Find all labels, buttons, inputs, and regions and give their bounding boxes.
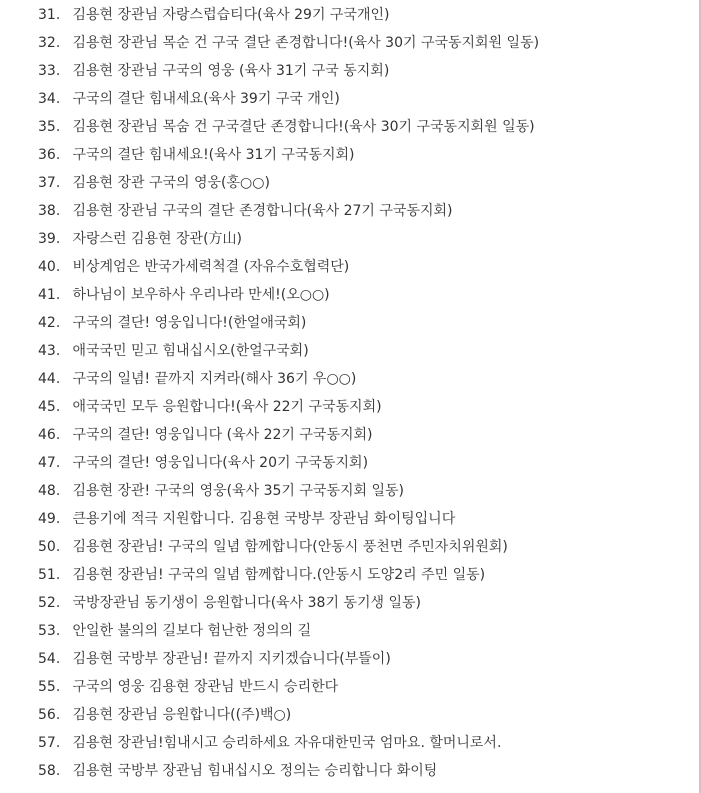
item-text: 김용현 장관님 목숨 건 구국결단 존경합니다!(육사 30기 구국동지회원 일동) [72, 119, 535, 135]
item-number: 54. [38, 651, 61, 667]
list-item [0, 169, 539, 197]
list-item [0, 673, 539, 701]
list-item [0, 729, 539, 757]
item-number: 57. [38, 735, 61, 751]
item-text: 국방장관님 동기생이 응원합니다(육사 38기 동기생 일동) [72, 595, 421, 611]
list-item [0, 113, 539, 141]
list-item [0, 505, 539, 533]
item-number: 46. [38, 427, 61, 443]
item-number: 40. [38, 259, 61, 275]
list-item [0, 477, 539, 505]
list-item [0, 1, 539, 29]
item-text: 구국의 결단! 영웅입니다(육사 20기 구국동지회) [72, 455, 369, 471]
item-text: 김용현 장관님 구국의 영웅 (육사 31기 구국 동지회) [72, 63, 390, 79]
message-list [0, 1, 539, 785]
item-number: 53. [38, 623, 61, 639]
list-item [0, 225, 539, 253]
list-item [0, 393, 539, 421]
list-item [0, 449, 539, 477]
list-item [0, 309, 539, 337]
item-number: 47. [38, 455, 61, 471]
item-number: 36. [38, 147, 61, 163]
item-text: 김용현 국방부 장관님 힘내십시오 정의는 승리합니다 화이팅 [72, 763, 438, 779]
item-number: 55. [38, 679, 61, 695]
item-number: 52. [38, 595, 61, 611]
item-number: 45. [38, 399, 61, 415]
item-number: 41. [38, 287, 61, 303]
list-item [0, 645, 539, 673]
list-item [0, 253, 539, 281]
item-text: 애국국민 모두 응원합니다!(육사 22기 구국동지회) [72, 399, 382, 415]
item-text: 김용현 장관님!힘내시고 승리하세요 자유대한민국 엄마요. 할머니로서. [72, 735, 502, 751]
item-number: 49. [38, 511, 61, 527]
item-number: 38. [38, 203, 61, 219]
list-item [0, 281, 539, 309]
item-text: 구국의 결단 힘내세요(육사 39기 구국 개인) [72, 91, 340, 107]
list-item [0, 561, 539, 589]
item-number: 39. [38, 231, 61, 247]
list-item [0, 85, 539, 113]
item-text: 하나님이 보우하사 우리나라 만세!(오○○) [72, 287, 330, 303]
item-text: 구국의 영웅 김용현 장관님 반드시 승리한다 [72, 679, 339, 695]
item-text: 구국의 결단! 영웅입니다!(한얼애국회) [72, 315, 307, 331]
list-item [0, 617, 539, 645]
list-item [0, 421, 539, 449]
list-item [0, 29, 539, 57]
list-item [0, 533, 539, 561]
item-number: 43. [38, 343, 61, 359]
list-item [0, 701, 539, 729]
item-number: 44. [38, 371, 61, 387]
item-text: 김용현 장관! 구국의 영웅(육사 35기 구국동지회 일동) [72, 483, 404, 499]
list-item [0, 197, 539, 225]
item-number: 33. [38, 63, 61, 79]
item-text: 김용현 장관님 구국의 결단 존경합니다(육사 27기 구국동지회) [72, 203, 453, 219]
item-number: 32. [38, 35, 61, 51]
item-text: 애국국민 믿고 힘내십시오(한얼구국회) [72, 343, 309, 359]
item-text: 구국의 일념! 끝까지 지켜라(해사 36기 우○○) [72, 371, 357, 387]
item-text: 김용현 장관님 응원합니다((주)백○) [72, 707, 292, 723]
list-item [0, 141, 539, 169]
item-text: 구국의 결단! 영웅입니다 (육사 22기 구국동지회) [72, 427, 373, 443]
item-number: 48. [38, 483, 61, 499]
item-number: 42. [38, 315, 61, 331]
item-text: 구국의 결단 힘내세요!(육사 31기 구국동지회) [72, 147, 355, 163]
item-text: 김용현 국방부 장관님! 끝까지 지키겠습니다(부뜰이) [72, 651, 391, 667]
item-text: 김용현 장관님 목순 건 구국 결단 존경합니다!(육사 30기 구국동지회원 일동) [72, 35, 540, 51]
list-item [0, 365, 539, 393]
item-number: 31. [38, 7, 61, 23]
item-number: 34. [38, 91, 61, 107]
item-number: 50. [38, 539, 61, 555]
item-number: 35. [38, 119, 61, 135]
list-item [0, 589, 539, 617]
item-text: 큰용기에 적극 지원합니다. 김용현 국방부 장관님 화이팅입니다 [72, 511, 456, 527]
item-number: 56. [38, 707, 61, 723]
item-text: 안일한 불의의 길보다 험난한 정의의 길 [72, 623, 312, 639]
item-text: 김용현 장관님! 구국의 일념 함께합니다(안동시 풍천면 주민자치위원회) [72, 539, 508, 555]
item-number: 51. [38, 567, 61, 583]
item-text: 자랑스런 김용현 장관(方山) [72, 231, 242, 247]
item-text: 비상계엄은 반국가세력척결 (자유수호협력단) [72, 259, 350, 275]
item-number: 58. [38, 763, 61, 779]
list-item [0, 57, 539, 85]
item-number: 37. [38, 175, 61, 191]
item-text: 김용현 장관 구국의 영웅(홍○○) [72, 175, 270, 191]
item-text: 김용현 장관님 자랑스럽습티다(육사 29기 구국개인) [72, 7, 390, 23]
list-item [0, 757, 539, 785]
list-item [0, 337, 539, 365]
item-text: 김용현 장관님! 구국의 일념 함께합니다.(안동시 도양2리 주민 일동) [72, 567, 486, 583]
